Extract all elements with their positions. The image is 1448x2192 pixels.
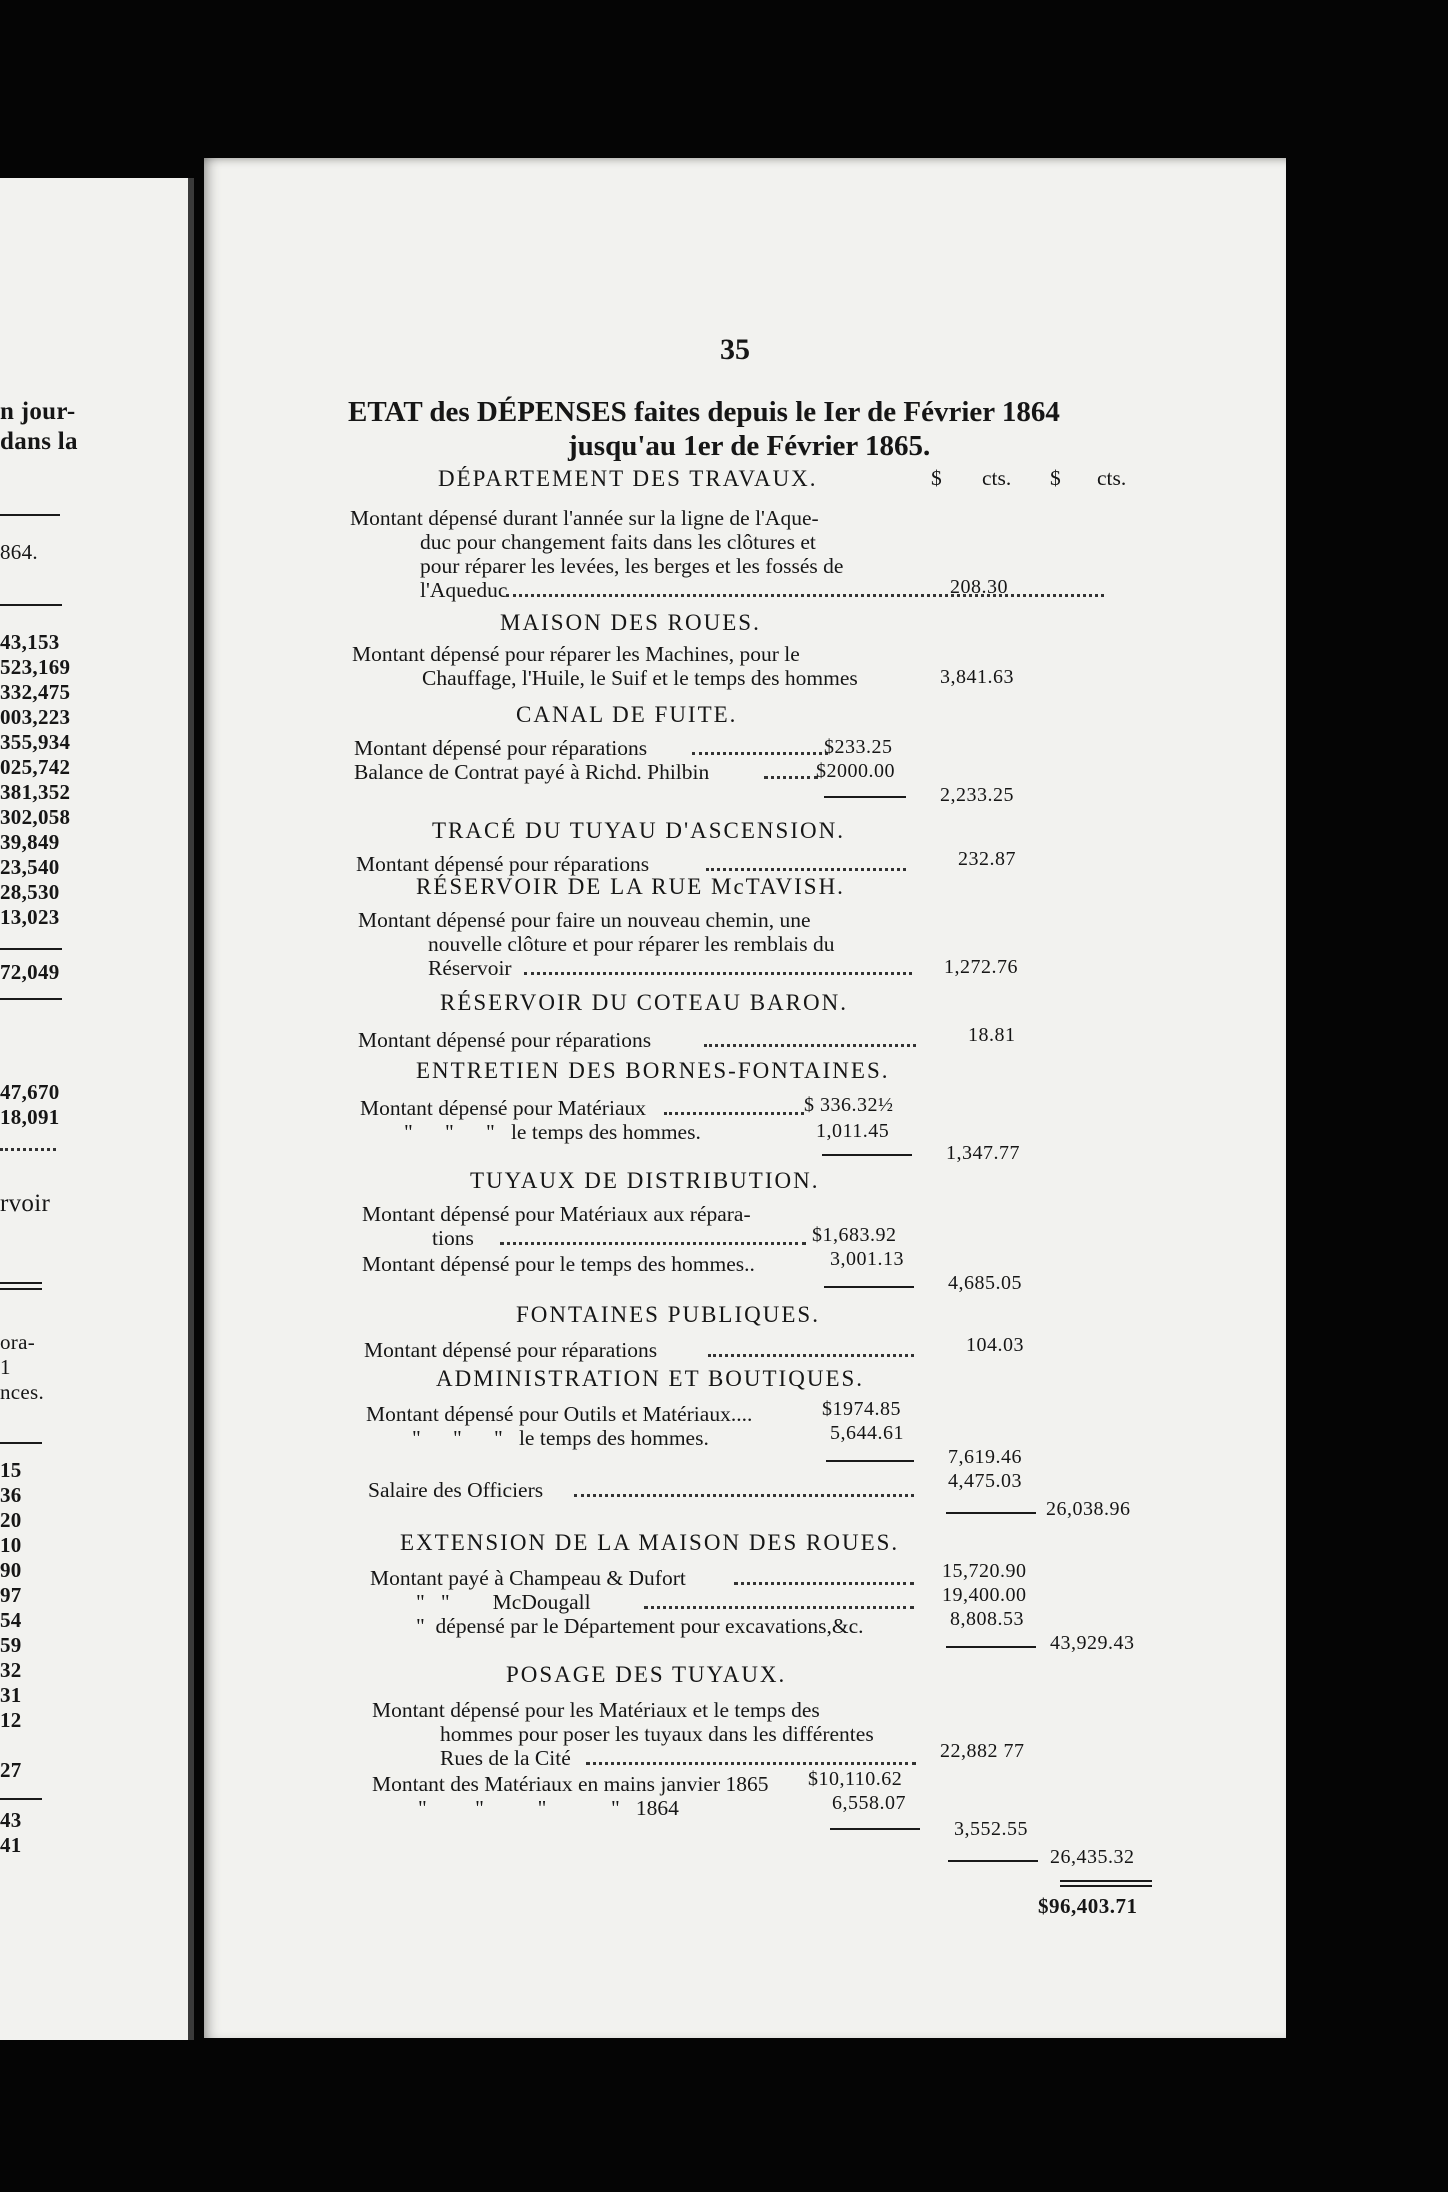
entry-text: Montant dépensé pour Outils et Matériaux.... (366, 1402, 753, 1426)
left-number: 381,352 (0, 780, 71, 804)
sub-amount: $ 336.32½ (804, 1094, 894, 1116)
entry-text: " " McDougall (416, 1590, 591, 1614)
entry-text: Montant des Matériaux en mains janvier 1865 (372, 1772, 769, 1796)
section-heading: CANAL DE FUITE. (516, 702, 738, 727)
sum-rule (946, 1512, 1036, 1514)
entry-text: pour réparer les levées, les berges et les fossés de (420, 554, 844, 578)
dollar-column-header: $ (1050, 466, 1061, 490)
entry-text: Montant dépensé pour réparer les Machines, pour le (352, 642, 800, 666)
leader-dots (708, 1354, 914, 1357)
left-dots (0, 1148, 56, 1151)
left-number: 43 (0, 1808, 22, 1832)
sum-rule (826, 1460, 914, 1462)
total-rule (1060, 1880, 1152, 1882)
amount: 3,552.55 (954, 1818, 1028, 1840)
entry-text: Montant dépensé pour le temps des hommes.. (362, 1252, 755, 1276)
amount: 2,233.25 (940, 784, 1014, 806)
left-number: 13,023 (0, 905, 60, 929)
subtotal: 26,038.96 (1046, 1498, 1131, 1520)
entry-text: Montant dépensé durant l'année sur la ligne de l'Aque- (350, 506, 819, 530)
entry-text: " dépensé par le Département pour excavations,&c. (416, 1614, 864, 1638)
left-number: 72,049 (0, 960, 60, 984)
entry-text: Montant dépensé pour les Matériaux et le temps des (372, 1698, 820, 1722)
section-heading: ENTRETIEN DES BORNES-FONTAINES. (416, 1058, 890, 1083)
sub-amount: $1974.85 (822, 1398, 901, 1420)
entry-text: " " " " 1864 (418, 1796, 679, 1820)
sub-amount: 1,011.45 (816, 1120, 890, 1142)
amount: 4,475.03 (948, 1470, 1022, 1492)
left-number: 39,849 (0, 830, 60, 854)
entry-text: Montant dépensé pour faire un nouveau chemin, une (358, 908, 811, 932)
left-number: 302,058 (0, 805, 71, 829)
sub-amount: 6,558.07 (832, 1792, 906, 1814)
entry-text: Rues de la Cité (440, 1746, 571, 1770)
sum-rule (824, 1286, 914, 1288)
entry-text: tions (432, 1226, 474, 1250)
amount: 3,841.63 (940, 666, 1014, 688)
leader-dots (586, 1762, 916, 1765)
subtotal: 43,929.43 (1050, 1632, 1135, 1654)
amount: 4,685.05 (948, 1272, 1022, 1294)
entry-text: " " " le temps des hommes. (412, 1426, 709, 1450)
main-page (204, 158, 1286, 2038)
leader-dots (574, 1494, 914, 1497)
section-heading: RÉSERVOIR DU COTEAU BARON. (440, 990, 848, 1015)
left-number: 97 (0, 1583, 22, 1607)
entry-text: Salaire des Officiers (368, 1478, 544, 1502)
left-number: 27 (0, 1758, 22, 1782)
entry-text: hommes pour poser les tuyaux dans les différentes (440, 1722, 874, 1746)
left-number: 003,223 (0, 705, 71, 729)
section-heading: TUYAUX DE DISTRIBUTION. (470, 1168, 820, 1193)
sub-amount: $10,110.62 (808, 1768, 903, 1790)
section-heading: RÉSERVOIR DE LA RUE McTAVISH. (416, 874, 845, 899)
amount: 22,882 77 (940, 1740, 1025, 1762)
left-number: 32 (0, 1658, 22, 1682)
left-number: 28,530 (0, 880, 60, 904)
amount: 104.03 (966, 1334, 1024, 1356)
entry-text: Montant dépensé pour réparations (356, 852, 650, 876)
entry-text: Montant dépensé pour Matériaux aux répara- (362, 1202, 751, 1226)
left-rule (0, 1282, 42, 1284)
sum-rule (822, 1154, 912, 1156)
left-text: 1 (0, 1355, 11, 1379)
sum-rule (948, 1860, 1038, 1862)
left-number: 025,742 (0, 755, 71, 779)
entry-text: Montant dépensé pour Matériaux (360, 1096, 646, 1120)
left-text: 864. (0, 540, 38, 564)
sub-amount: $233.25 (824, 736, 893, 758)
amount: 1,272.76 (944, 956, 1018, 978)
section-heading: EXTENSION DE LA MAISON DES ROUES. (400, 1530, 900, 1555)
grand-total: $96,403.71 (1038, 1894, 1138, 1918)
statement-title-line-2: jusqu'au 1er de Février 1865. (568, 430, 931, 462)
sum-rule (946, 1646, 1036, 1648)
left-number: 36 (0, 1483, 22, 1507)
amount: 232.87 (958, 848, 1016, 870)
left-rule (0, 1442, 42, 1444)
left-text: dans la (0, 428, 78, 455)
left-number: 41 (0, 1833, 22, 1857)
entry-text: " " " le temps des hommes. (404, 1120, 701, 1144)
leader-dots (692, 752, 828, 755)
cents-column-header: cts. (1097, 466, 1127, 490)
left-number: 15 (0, 1458, 22, 1482)
amount: 8,808.53 (950, 1608, 1024, 1630)
section-heading: POSAGE DES TUYAUX. (506, 1662, 787, 1687)
amount: 1,347.77 (946, 1142, 1020, 1164)
entry-text: Chauffage, l'Huile, le Suif et le temps des hommes (422, 666, 858, 690)
leader-dots (524, 972, 912, 975)
subtotal: 26,435.32 (1050, 1846, 1135, 1868)
left-number: 12 (0, 1708, 22, 1732)
entry-text: Montant dépensé pour réparations (358, 1028, 652, 1052)
left-number: 20 (0, 1508, 22, 1532)
sub-amount: $1,683.92 (812, 1224, 897, 1246)
leader-dots (764, 776, 818, 779)
leader-dots (704, 1044, 916, 1047)
left-number: 23,540 (0, 855, 60, 879)
left-text: nces. (0, 1380, 45, 1404)
left-number: 90 (0, 1558, 22, 1582)
left-text: rvoir (0, 1190, 51, 1217)
left-number: 31 (0, 1683, 22, 1707)
entry-text: Balance de Contrat payé à Richd. Philbin (354, 760, 710, 784)
left-rule (0, 1288, 42, 1290)
left-text: ora- (0, 1330, 36, 1354)
left-rule (0, 998, 62, 1000)
left-number: 18,091 (0, 1105, 60, 1129)
left-rule (0, 514, 60, 516)
amount: 15,720.90 (942, 1560, 1027, 1582)
entry-text: l'Aqueduc (420, 578, 508, 602)
page-number: 35 (720, 333, 750, 366)
left-number: 43,153 (0, 630, 60, 654)
leader-dots (500, 1242, 806, 1245)
leader-dots (506, 594, 1104, 597)
leader-dots (734, 1582, 914, 1585)
section-heading: ADMINISTRATION ET BOUTIQUES. (436, 1366, 865, 1391)
leader-dots (664, 1112, 804, 1115)
sub-amount: 3,001.13 (830, 1248, 904, 1270)
section-heading: DÉPARTEMENT DES TRAVAUX. (438, 466, 818, 491)
sub-amount: $2000.00 (816, 760, 895, 782)
entry-text: Réservoir (428, 956, 512, 980)
statement-title-line-1: ETAT des DÉPENSES faites depuis le Ier de Février 1864 (348, 396, 1060, 428)
entry-text: Montant dépensé pour réparations (364, 1338, 658, 1362)
left-number: 523,169 (0, 655, 71, 679)
amount: 208.30 (950, 576, 1008, 598)
total-rule (1060, 1885, 1152, 1887)
amount: 19,400.00 (942, 1584, 1027, 1606)
leader-dots (644, 1606, 914, 1609)
left-number: 355,934 (0, 730, 71, 754)
left-rule (0, 1798, 42, 1800)
entry-text: Montant dépensé pour réparations (354, 736, 648, 760)
left-number: 59 (0, 1633, 22, 1657)
entry-text: nouvelle clôture et pour réparer les remblais du (428, 932, 835, 956)
left-rule (0, 604, 62, 606)
sum-rule (824, 796, 906, 798)
amount: 18.81 (968, 1024, 1016, 1046)
entry-text: Montant payé à Champeau & Dufort (370, 1566, 686, 1590)
leader-dots (706, 868, 906, 871)
left-number: 10 (0, 1533, 22, 1557)
sum-rule (830, 1828, 920, 1830)
dollar-column-header: $ (931, 466, 942, 490)
left-rule (0, 948, 62, 950)
left-number: 332,475 (0, 680, 71, 704)
section-heading: MAISON DES ROUES. (500, 610, 761, 635)
section-heading: TRACÉ DU TUYAU D'ASCENSION. (432, 818, 845, 843)
left-page (0, 178, 194, 2040)
amount: 7,619.46 (948, 1446, 1022, 1468)
left-number: 47,670 (0, 1080, 60, 1104)
section-heading: FONTAINES PUBLIQUES. (516, 1302, 820, 1327)
sub-amount: 5,644.61 (830, 1422, 904, 1444)
cents-column-header: cts. (982, 466, 1012, 490)
entry-text: duc pour changement faits dans les clôtures et (420, 530, 816, 554)
left-text: n jour- (0, 398, 76, 425)
left-number: 54 (0, 1608, 22, 1632)
